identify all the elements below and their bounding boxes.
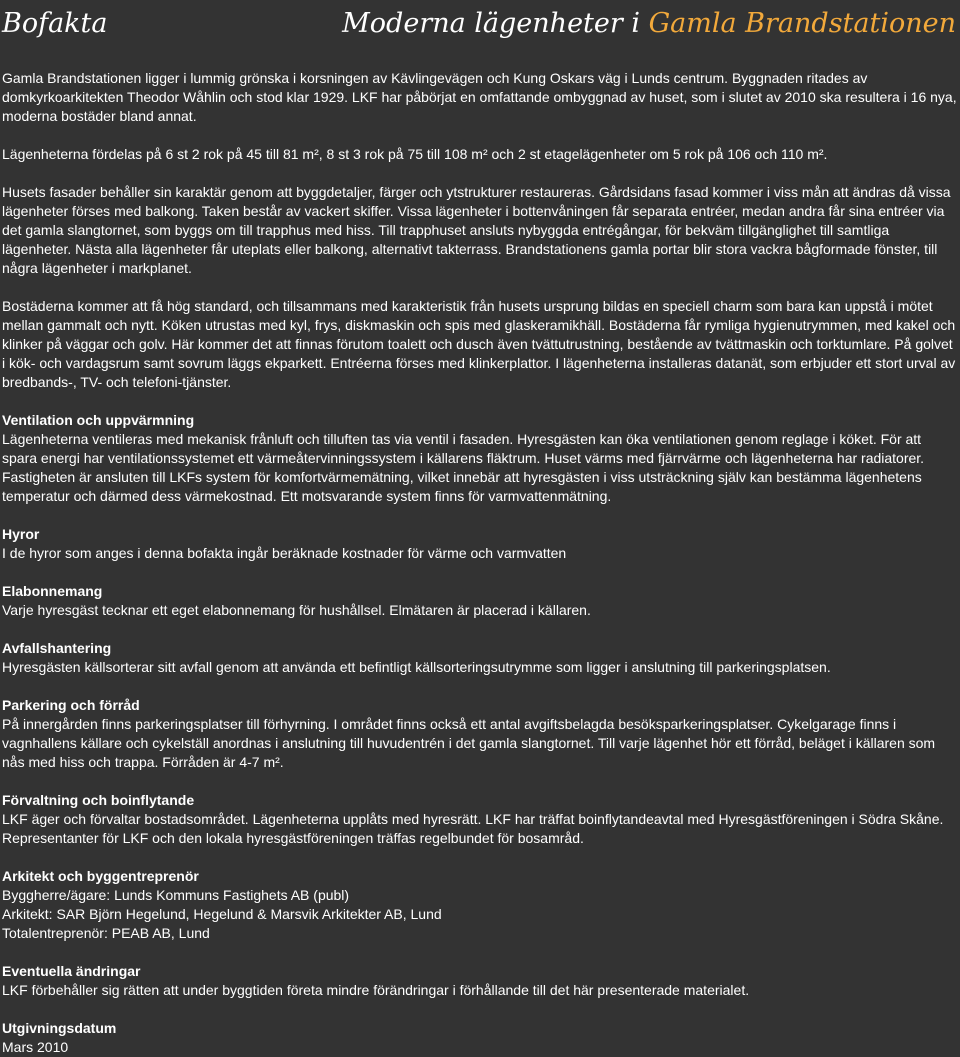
- section-text: Arkitekt: SAR Björn Hegelund, Hegelund & Marsvik Arkitekter AB, Lund: [2, 906, 442, 922]
- section-text: Lägenheterna ventileras med mekanisk frånluft och tilluften tas via ventil i fasaden. Hyresgästen kan öka ventilationen genom reglage i köket. För att spara energi har ventilationssystemet ett värmeåtervinningssystem i källarens fläktrum. Huset värms med fjärrvärme och lägenheterna har radiatorer. Fastigheten är ansluten till LKFs system för komfortvärmemätning, vilket innebär att hyresgästen i viss utsträckning själv kan bestämma lägenhetens temperatur och därmed dess värmekostnad. Ett motsvarande system finns för varmvattenmätning.: [2, 431, 925, 504]
- project-title-accent: Gamla Brandstationen: [648, 8, 956, 39]
- section-text: Varje hyresgäst tecknar ett eget elabonnemang för hushållsel. Elmätaren är placerad i källaren.: [2, 602, 591, 618]
- intro-paragraph: Lägenheterna fördelas på 6 st 2 rok på 45 till 81 m², 8 st 3 rok på 75 till 108 m² och 2 st etagelägenheter om 5 rok på 106 och 110 m².: [2, 146, 828, 162]
- section-arkitekt: [2, 867, 957, 943]
- section-heading: Hyror: [2, 526, 40, 542]
- section-parkering: [2, 696, 957, 772]
- section-heading: Elabonnemang: [2, 583, 103, 599]
- section-text: Byggherre/ägare: Lunds Kommuns Fastighets AB (publ): [2, 887, 350, 903]
- section-text: Mars 2010: [2, 1039, 69, 1055]
- intro-paragraph: Gamla Brandstationen ligger i lummig grönska i korsningen av Kävlingevägen och Kung Oskars väg i Lunds centrum. Byggnaden ritades av domkyrkoarkitekten Theodor Wåhlin och stod klar 1929. LKF har påbörjat en omfattande ombyggnad av huset, som i slutet av 2010 ska resultera i 16 nya, moderna bostäder bland annat.: [2, 70, 957, 124]
- section-andringar: [2, 962, 957, 1000]
- section-text: Totalentreprenör: PEAB AB, Lund: [2, 925, 210, 941]
- section-heading: Avfallshantering: [2, 640, 112, 656]
- section-heading: Förvaltning och boinflytande: [2, 792, 195, 808]
- bofakta-title: Bofakta: [2, 8, 108, 39]
- section-heading: Arkitekt och byggentreprenör: [2, 868, 199, 884]
- section-utgivningsdatum: [2, 1019, 957, 1057]
- section-forvaltning: [2, 791, 957, 848]
- section-ventilation: [2, 411, 957, 506]
- section-avfallshantering: [2, 639, 957, 677]
- section-heading: Eventuella ändringar: [2, 963, 141, 979]
- section-elabonnemang: [2, 582, 957, 620]
- project-title-prefix: Moderna lägenheter i: [342, 8, 640, 39]
- intro-paragraph: Bostäderna kommer att få hög standard, och tillsammans med karakteristik från husets ursprung bildas en speciell charm som bara kan uppstå i mötet mellan gammalt och nytt. Köken utrustas med kyl, frys, diskmaskin och spis med glaskeramikhäll. Bostäderna får rymliga hygienutrymmen, med kakel och klinker på väggar och golv. Här kommer det att finnas förutom toalett och dusch även tvättutrustning, bestående av tvättmaskin och torktumlare. På golvet i kök- och vardagsrum samt sovrum läggs ekparkett. Entréerna förses med klinkerplattor. I lägenheterna installeras datanät, som erbjuder ett stort urval av bredbands-, TV- och telefoni-tjänster.: [2, 298, 956, 390]
- section-text: LKF förbehåller sig rätten att under byggtiden företa mindre förändringar i förhållande till det här presenterade materialet.: [2, 982, 750, 998]
- section-text: LKF äger och förvaltar bostadsområdet. Lägenheterna upplåts med hyresrätt. LKF har träffat boinflytandeavtal med Hyresgästföreningen i Södra Skåne. Representanter för LKF och den lokala hyresgästföreningen träffas regelbundet för bosamråd.: [2, 811, 944, 846]
- document-body: [2, 69, 957, 1057]
- section-heading: Utgivningsdatum: [2, 1020, 117, 1036]
- intro-paragraph: Husets fasader behåller sin karaktär genom att byggdetaljer, färger och ytstrukturer restaureras. Gårdsidans fasad kommer i viss mån att ändras då vissa lägenheter förses med balkong. Taken består av vackert skiffer. Vissa lägenheter i bottenvåningen får separata entréer, medan andra får sina entréer via det gamla slangtornet, som byggs om till trapphus med hiss. Till trapphuset ansluts nybyggda entrégångar, för bekväm tillgänglighet till samtliga lägenheter. Nästa alla lägenheter får uteplats eller balkong, alternativt takterrass. Brandstationens gamla portar blir stora vackra bågformade fönster, till några lägenheter i markplanet.: [2, 184, 951, 276]
- section-heading: Ventilation och uppvärmning: [2, 412, 195, 428]
- section-heading: Parkering och förråd: [2, 697, 140, 713]
- section-hyror: [2, 525, 957, 563]
- page-header: [0, 0, 960, 50]
- section-text: I de hyror som anges i denna bofakta ingår beräknade kostnader för värme och varmvatten: [2, 545, 567, 561]
- project-title: [342, 6, 956, 42]
- section-text: På innergården finns parkeringsplatser till förhyrning. I området finns också ett antal avgiftsbelagda besöksparkeringsplatser. Cykelgarage finns i vagnhallens källare och cykelställ anordnas i anslutning till huvudentrén i det gamla slangtornet. Till varje lägenhet hör ett förråd, beläget i källaren som nås med hiss och trappa. Förråden är 4-7 m².: [2, 716, 936, 770]
- section-text: Hyresgästen källsorterar sitt avfall genom att använda ett befintligt källsorteringsutrymme som ligger i anslutning till parkeringsplatsen.: [2, 659, 831, 675]
